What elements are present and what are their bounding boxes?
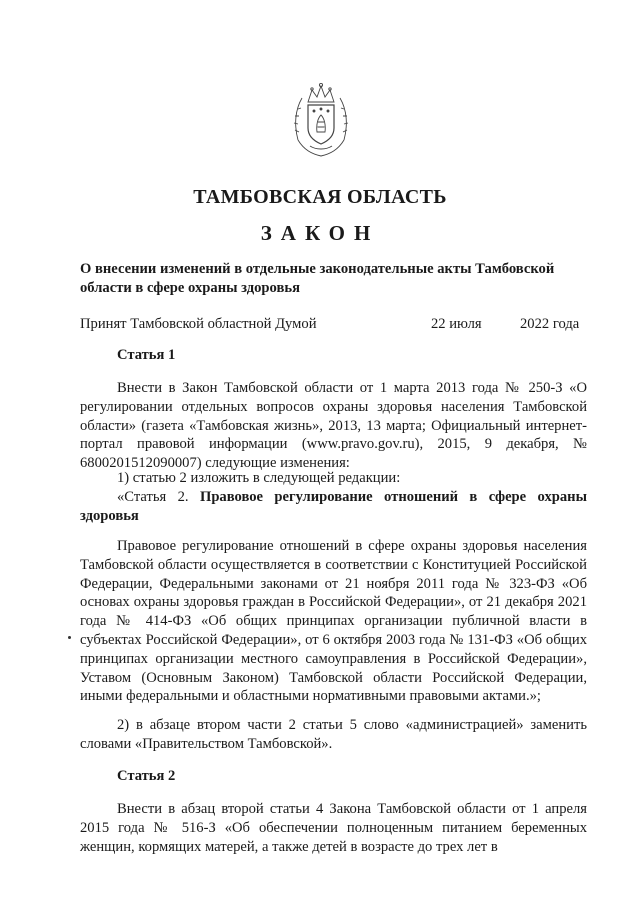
scan-mark — [68, 636, 71, 639]
adoption-date: 22 июля — [431, 316, 482, 332]
article-2-heading: Статья 2 — [117, 768, 176, 784]
region-title: ТАМБОВСКАЯ ОБЛАСТЬ — [193, 186, 447, 208]
law-heading: О внесении изменений в отдельные законодательные акты Тамбовской области в сфере охраны здоровья — [80, 261, 555, 296]
article-1-heading: Статья 1 — [117, 347, 176, 363]
adoption-year: 2022 года — [520, 316, 580, 332]
article-1-intro: Внести в Закон Тамбовской области от 1 марта 2013 года № 250-З «О регулировании отдельных вопросов охраны здоровья населения Тамбовской области» (газета «Тамбовская жизнь», 2013, 13 марта; Официальный интернет-портал правовой информации (www.pravo.gov.ru), 2015, 9 декабря, № 6800201512090007) следующие изменения: — [80, 380, 587, 472]
article-2-intro: Внести в абзац второй статьи 4 Закона Тамбовской области от 1 апреля 2015 года № 516-З «Об обеспечении полноценным питанием беременных женщин, кормящих матерей, а также детей в возрасте до трех лет в — [80, 801, 587, 855]
new-article-2-title: Правовое регулирование отношений в сфере охраны здоровья — [80, 489, 587, 524]
adopted-by: Принят Тамбовской областной Думой — [80, 316, 317, 332]
article-1-item-2: 2) в абзаце втором части 2 статьи 5 слово «администрацией» заменить словами «Правительством Тамбовской». — [80, 717, 587, 752]
new-article-2-body: Правовое регулирование отношений в сфере охраны здоровья населения Тамбовской области осуществляется в соответствии с Конституцией Российской Федерации, Федеральными законами от 21 ноября 2011 года № 323-ФЗ «Об основах охраны здоровья граждан в Российской Федерации», от 21 декабря 2021 года № 414-ФЗ «Об общих принципах организации публичной власти в субъектах Российской Федерации», от 6 октября 2003 года № 131-ФЗ «Об общих принципах организации местного самоуправления в Российской Федерации», Уставом (Основным Законом) Тамбовской области Российской Федерации, иными федеральными и областными нормативными правовыми актами.»; — [80, 538, 587, 705]
new-article-2-heading: «Статья 2. Правовое регулирование отношений в сфере охраны здоровья — [80, 489, 587, 524]
law-title: ЗАКОН — [260, 221, 380, 245]
coat-of-arms-emblem — [292, 80, 350, 162]
article-1-item-1: 1) статью 2 изложить в следующей редакции: — [117, 470, 401, 486]
